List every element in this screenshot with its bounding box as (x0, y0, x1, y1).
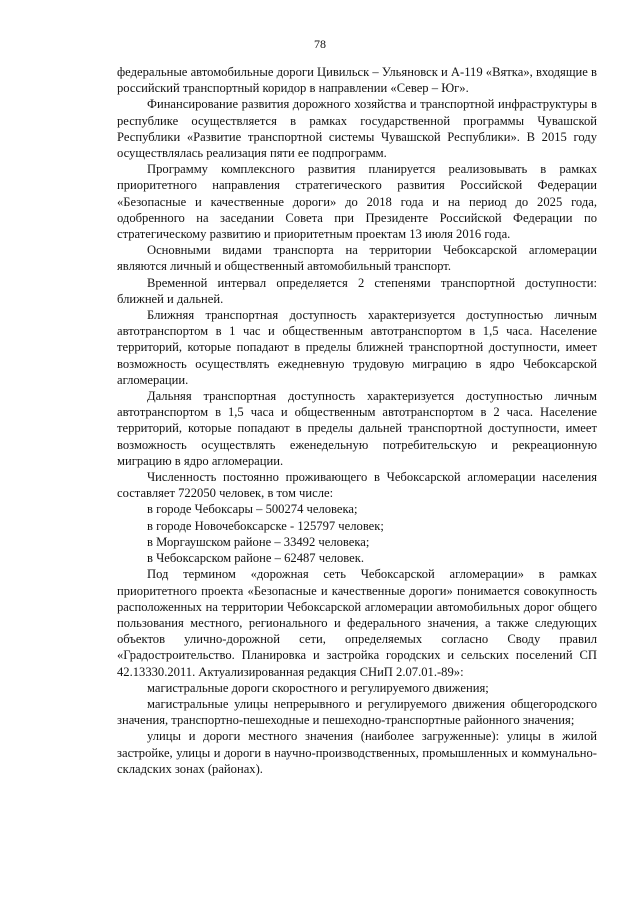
paragraph: Временной интервал определяется 2 степенями транспортной доступности: ближней и дальней. (117, 275, 597, 306)
list-item: в Чебоксарском районе – 62487 человек. (147, 551, 364, 566)
list-item: улицы и дороги местного значения (наиболее загруженные): улицы в жилой застройке, улицы и дороги в научно-производственных, промышленных и коммунально-складских зонах (районах). (117, 729, 597, 776)
page-number: 78 (314, 37, 326, 51)
paragraph: Под термином «дорожная сеть Чебоксарской агломерации» в рамках приоритетного проекта «Безопасные и качественные дороги» понимается совокупность расположенных на территории Чебоксарской агломерации автомобильных дорог общего пользования местного, регионального и федерального значения, а также следующих объектов улично-дорожной сети, определяемых согласно Своду правил «Градостроительство. Планировка и застройка городских и сельских поселений СП 42.13330.2011. Актуализированная редакция СНиП 2.07.01.-89»: (117, 567, 597, 679)
document-body (117, 64, 597, 777)
paragraph: Численность постоянно проживающего в Чебоксарской агломерации населения составляет 722050 человек, в том числе: (117, 470, 597, 501)
paragraph: Ближняя транспортная доступность характеризуется доступностью личным автотранспортом в 1 час и общественным автотранспортом в 1,5 часа. Население территорий, которые попадают в пределы ближней транспортной доступности, имеет возможность осуществлять ежедневную трудовую миграцию в ядро Чебоксарской агломерации. (117, 308, 597, 387)
list-item: магистральные улицы непрерывного и регулируемого движения общегородского значения, транспортно-пешеходные и пешеходно-транспортные районного значения; (117, 696, 597, 728)
list-item: в городе Новочебоксарске - 125797 человек; (147, 518, 384, 533)
paragraph: Основными видами транспорта на территории Чебоксарской агломерации являются личный и общественный автомобильный транспорт. (117, 243, 597, 274)
paragraph: федеральные автомобильные дороги Цивильск – Ульяновск и А-119 «Вятка», входящие в российский транспортный коридор в направлении «Север – Юг». (117, 65, 597, 96)
list-item: в Моргаушском районе – 33492 человека; (147, 534, 370, 549)
list-item: в городе Чебоксары – 500274 человека; (147, 502, 358, 517)
paragraph: Программу комплексного развития планируется реализовывать в рамках приоритетного направления стратегического развития Российской Федерации «Безопасные и качественные дороги» до 2018 года и на период до 2025 года, одобренного на заседании Совета при Президенте Российской Федерации по стратегическому развитию и приоритетным проектам 13 июля 2016 года. (117, 162, 597, 242)
paragraph: Дальняя транспортная доступность характеризуется доступностью личным автотранспортом в 1,5 часа и общественным автотранспортом в 2 часа. Население территорий, которые попадают в пределы дальней транспортной доступности, имеет возможность осуществлять еженедельную потребительскую и рекреационную миграцию в ядро агломерации. (117, 389, 597, 468)
paragraph: Финансирование развития дорожного хозяйства и транспортной инфраструктуры в республике осуществляется в рамках государственной программы Чувашской Республики «Развитие транспортной системы Чувашской Республики». В 2015 году осуществлялась реализация пяти ее подпрограмм. (117, 97, 597, 161)
list-item: магистральные дороги скоростного и регулируемого движения; (147, 680, 489, 695)
